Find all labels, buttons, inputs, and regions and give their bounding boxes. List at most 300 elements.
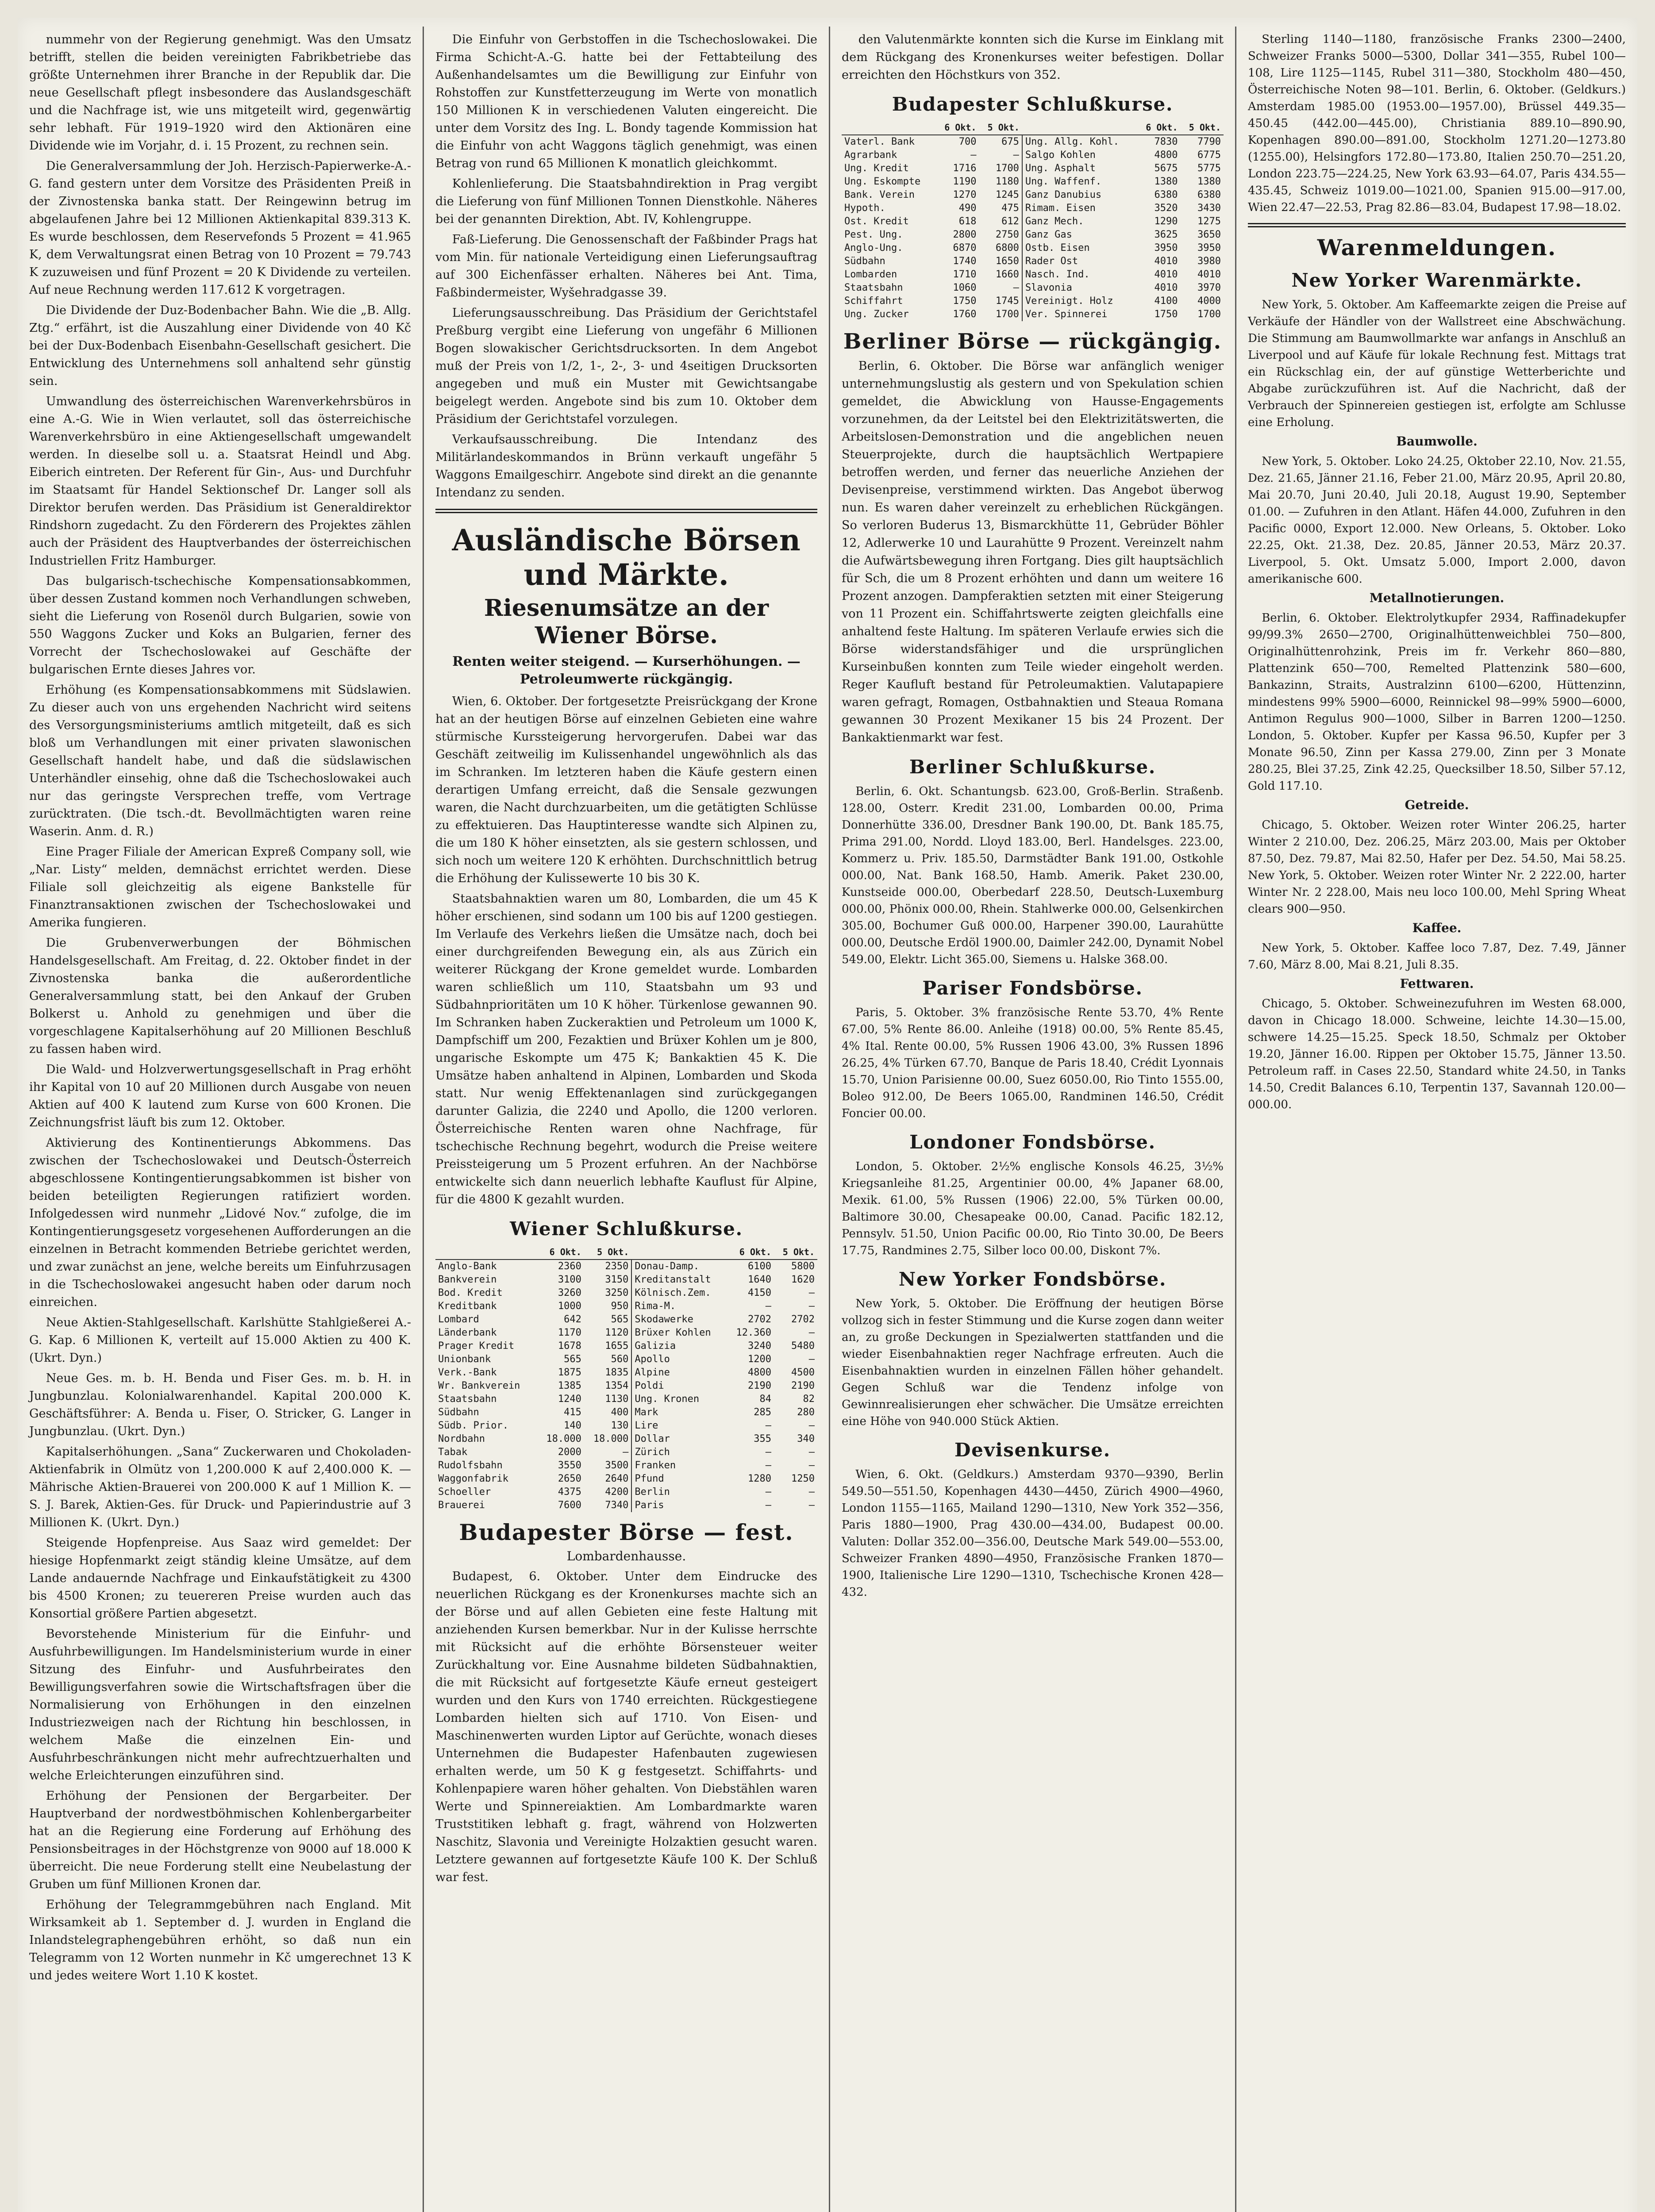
article-paragraph: Staatsbahnaktien waren um 80, Lombarden, die um 45 K höher erschienen, sind sodann um 100 bis auf 1200 gestiegen. Im Verlaufe des Verkehrs ließen die Umsätze nach, doch bei einer durchgreifenden Bewegung ein, als aus Zürich ein weiterer Rückgang der Krone gemeldet wurde. Lombarden waren schließlich um 110, Staatsbahn um 93 und Südbahnprioritäten um 10 K höher. Türkenlose gewannen 90. Im Schranken haben Zuckeraktien und Petroleum um 1000 K, Dampfschiff um 200, Fezaktien und Brüxer Kohlen um je 800, ungarische Eskompte um 475 K; Bankaktien 45 K. Die Umsätze haben anhaltend in Alpinen, Lombarden und Skoda statt. Nur wenig Effektenanlagen sind zurückgegangen darunter Galizia, die 2240 und Apollo, die 1200 verloren. Österreichische Renten waren ohne Nachfrage, für tschechische Rechnung begehrt, wodurch die Preise weitere Preissteigerung um 5 Prozent erfuhren. An der Nachbörse entwickelte sich dann neuerlich lebhafte Kauflust für Alpine, für die 4800 K gezahlt wurden. — [435, 892, 817, 1206]
table-row — [435, 1366, 817, 1379]
subsection-title: Metallnotierungen. — [1369, 591, 1505, 605]
table-cell: 1700 — [995, 309, 1019, 320]
article-paragraph: Erhöhung (es Kompensationsabkommens mit Südslawien. Zu dieser auch von uns ergehenden Nachricht wird seitens des Versorgungsministeriums amtlich mitgeteilt, daß es sich bloß um Verhandlungen mit einer privaten slawonischen Gesellschaft handelt habe, und daß die südslawischen Unterhändler einsehig, ohne daß die Tschechoslowakei auch nur das geringste Versprechen treffe, vom Vertrage zurücktraten. (Die tsch.-dt. Bevollmächtigten waren reine Waserin. Anm. d. R.) — [29, 683, 411, 838]
article-paragraph: Steigende Hopfenpreise. Aus Saaz wird gemeldet: Der hiesige Hopfenmarkt zeigt ständig kleine Umsätze, auf dem Lande andauernde Nachfrage und Einkaufstätigkeit zu 4300 bis 4500 Kronen; zu teuereren Preise wurden auch das Konsortial größere Partien abgesetzt. — [29, 1536, 411, 1621]
table-cell: Schoeller — [438, 1486, 491, 1498]
section-subheadline: Riesenumsätze an der Wiener Börse. — [484, 595, 769, 649]
table-row — [842, 242, 1224, 255]
table-cell: Ung. Eskompte — [844, 176, 921, 187]
table-row — [435, 1326, 817, 1340]
table-cell: 1385 — [558, 1380, 581, 1391]
table-cell: — — [765, 1460, 772, 1471]
table-cell: 2702 — [748, 1314, 772, 1325]
table-row — [842, 188, 1224, 202]
table-cell: 642 — [564, 1314, 581, 1325]
table-cell: 7830 — [1154, 136, 1178, 147]
table-row — [842, 135, 1224, 149]
table-cell: 3970 — [1197, 282, 1221, 293]
table-cell: 3550 — [558, 1460, 581, 1471]
col-header: 5 Okt. — [774, 1245, 817, 1260]
table-cell: 5775 — [1197, 163, 1221, 174]
table-cell: 4150 — [748, 1287, 772, 1298]
table-cell: 1280 — [748, 1473, 772, 1484]
table-cell: 1380 — [1154, 176, 1178, 187]
table-cell: — — [765, 1500, 772, 1511]
table-cell: — — [765, 1420, 772, 1431]
table-cell: 2750 — [995, 229, 1019, 240]
table-cell: Anglo-Bank — [438, 1261, 497, 1272]
table-cell: 4375 — [558, 1486, 581, 1498]
article-paragraph: New York, 5. Oktober. Kaffee loco 7.87, Dez. 7.49, Jänner 7.60, März 8.00, Mai 8.21, Juli 8.35. — [1248, 941, 1626, 972]
section-deck: Renten weiter steigend. — Kurserhöhungen. — Petroleumwerte rückgängig. — [452, 654, 801, 687]
table-cell: 5675 — [1154, 163, 1178, 174]
article-paragraph: Kohlenlieferung. Die Staatsbahndirektion in Prag vergibt die Lieferung von fünf Millionen Tonnen Dienstkohle. Näheres bei der genannten Direktion, Abt. IV, Kohlengruppe. — [435, 177, 817, 226]
article-paragraph: Das bulgarisch-tschechische Kompensationsabkommen, über dessen Zustand kommen noch Verhandlungen schweben, sieht die Lieferung von Rosenöl durch Bulgarien, sowie von 550 Waggons Zucker und Koks an Bulgarien, ferner des Vorrecht der Tschechoslowakei auf Geschäfte der bulgarischen Ernte dieses Jahres vor. — [29, 574, 411, 676]
table-row — [435, 1446, 817, 1459]
table-cell: 1750 — [953, 296, 977, 307]
table-cell: Paris — [631, 1499, 727, 1512]
table-cell: 4000 — [1197, 296, 1221, 307]
article-paragraph: Die Grubenverwerbungen der Böhmischen Handelsgesellschaft. Am Freitag, d. 22. Oktober findet in der Zivnostenska banka die außerordentliche Generalversammlung statt, bei den Ankauf der Gruben Bolkerst u. Anhold zu genehmigen und über die vorgeschlagene Kapitalserhöhung auf 20 Millionen Beschluß zu fassen haben wird. — [29, 936, 411, 1056]
table-cell: 1716 — [953, 163, 977, 174]
table-cell: Staatsbahn — [438, 1394, 497, 1405]
table-cell: 490 — [958, 203, 977, 214]
table-cell: 560 — [611, 1354, 629, 1365]
article-paragraph: New York, 5. Oktober. Die Eröffnung der heutigen Börse vollzog sich in fester Stimmung und die Kurse zogen dann weiter an, zu große Deckungen in Spezialwerten stattfanden und die wieder Eisenbahnaktien reger Nachfrage erfreuten. Auch die Eisenbahnaktien wurden in einzelnen Fällen höher gehandelt. Gegen Schluß war die Tendenz infolge von Gewinnrealisierungen eher schwächer. Die Umsätze erreichten eine Höhe von 940.000 Stück Aktien. — [842, 1297, 1224, 1428]
table-cell: Berlin — [631, 1486, 727, 1499]
article-paragraph: Lieferungsausschreibung. Das Präsidium der Gerichtstafel Preßburg vergibt eine Lieferung von ungefähr 6 Millionen Bogen slowakischer Gerichtsdrucksorten. In dem Angebot muß der Preis von 1/2, 1-, 2-, 3- und 4seitigen Drucksorten angegeben und muß ein Muster mit Gewichtsangabe beigelegt werden. Angebote sind bis zum 10. Oktober dem Präsidium der Gerichtstafel vorzulegen. — [435, 306, 817, 426]
table-cell: Kreditbank — [438, 1301, 497, 1312]
article-paragraph: Die Dividende der Duz-Bodenbacher Bahn. Wie die „B. Allg. Ztg.“ erfährt, ist die Auszahlung einer Dividende von 40 Kč bei der Dux-Bodenbach Eisenbahn-Gesellschaft gesichert. Die Entwicklung des Unternehmens soll anhaltend sehr günstig sein. — [29, 303, 411, 388]
table-cell: Ganz Danubius — [1022, 188, 1137, 202]
table-row — [435, 1472, 817, 1486]
table-cell: Nasch. Ind. — [1022, 268, 1137, 281]
table-row — [435, 1432, 817, 1446]
table-cell: 2360 — [558, 1261, 581, 1272]
table-cell: Poldi — [631, 1379, 727, 1393]
table-cell: 3150 — [605, 1274, 629, 1285]
table-cell: 1380 — [1197, 176, 1221, 187]
table-cell: 7340 — [605, 1500, 629, 1511]
table-cell: Bankverein — [438, 1274, 497, 1285]
table-cell: Rimam. Eisen — [1022, 202, 1137, 215]
table-cell: Bod. Kredit — [438, 1287, 503, 1298]
table-cell: Schiffahrt — [844, 296, 903, 307]
table-cell: — — [808, 1327, 815, 1338]
table-cell: 3100 — [558, 1274, 581, 1285]
table-cell: 18.000 — [593, 1433, 629, 1444]
table-cell: 2640 — [605, 1473, 629, 1484]
table-cell: — — [808, 1486, 815, 1498]
table-cell: Südbahn — [844, 256, 885, 267]
section-title: Warenmeldungen. — [1317, 234, 1557, 261]
table-cell: Alpine — [631, 1366, 727, 1379]
table-row — [435, 1406, 817, 1419]
table-cell: 2702 — [791, 1314, 815, 1325]
table-cell: 1700 — [1197, 309, 1221, 320]
table-cell: Ost. Kredit — [844, 216, 909, 227]
table-cell: Lire — [631, 1419, 727, 1432]
table-row — [842, 268, 1224, 281]
table-cell: Anglo-Ung. — [844, 242, 903, 253]
col-header — [1022, 120, 1137, 135]
table-row — [842, 308, 1224, 321]
table-cell: 3650 — [1197, 229, 1221, 240]
article-paragraph: nummehr von der Regierung genehmigt. Was den Umsatz betrifft, stellen die beiden vereinigten Fabrikbetriebe das größte Unternehmen ihrer Branche in der Republik dar. Die neue Gesellschaft pflegt insbesondere das Auslandsgeschäft und die Nachfrage ist, wie uns mitgeteilt wird, gegenwärtig sehr lebhaft. Für 1919–1920 wird den Aktionären eine Dividende wie im Vorjahr, d. i. 15 Prozent, zu rechnen sein. — [29, 33, 411, 153]
table-cell: Prager Kredit — [438, 1340, 515, 1352]
table-cell: Staatsbahn — [844, 282, 903, 293]
article-paragraph: Chicago, 5. Oktober. Schweinezufuhren im Westen 68.000, davon in Chicago 18.000. Schweine, leichte 14.30—15.00, schwere 14.25—15.25. Speck 18.50, Schmalz per Oktober 19.20, Jänner 16.00. Rippen per Oktober 15.75, Jänner 13.50. Petroleum raff. in Cases 22.50, Standard white 24.50, in Tanks 14.50, Credit Balances 6.10, Terpentin 137, Savannah 120.00—000.00. — [1248, 997, 1626, 1111]
article-paragraph: Wien, 6. Oktober. Der fortgesetzte Preisrückgang der Krone hat an der heutigen Börse auf einzelnen Gebieten eine wahre stürmische Kurssteigerung hervorgerufen. Dabei war das Geschäft zeitweilig im Kulissenhandel ungewöhnlich als das im Schranken. Im letzteren haben die Käufe gestern einen derartigen Umfang erreicht, daß die Sensale gezwungen waren, die Nacht durchzuarbeiten, um die getätigten Schlüsse zu effektuieren. Das Hauptinteresse wandte sich Alpinen zu, die um 180 K höher einsetzten, als sie gestern schlossen, und sich noch um weitere 120 K erhöhten. Durchschnittlich betrug die Erhöhung der Kulissewerte 10 bis 30 K. — [435, 695, 817, 885]
table-cell: 1620 — [791, 1274, 815, 1285]
quotes-table — [842, 120, 1224, 321]
subsection-title: Baumwolle. — [1396, 434, 1478, 449]
table-cell: — — [1013, 282, 1019, 293]
col-header — [631, 1245, 727, 1260]
table-cell: 340 — [797, 1433, 815, 1444]
subsection-title: Getreide. — [1405, 798, 1469, 812]
table-cell: 1180 — [995, 176, 1019, 187]
table-cell: 140 — [564, 1420, 581, 1431]
section-title: Budapester Börse — fest. — [459, 1519, 794, 1545]
table-cell: 4800 — [1154, 150, 1178, 161]
table-cell: 1740 — [953, 256, 977, 267]
table-cell: 4010 — [1197, 269, 1221, 280]
table-cell: 5800 — [791, 1261, 815, 1272]
table-cell: Lombard — [438, 1314, 479, 1325]
section-title: Berliner Börse — rückgängig. — [843, 329, 1222, 354]
section-title: Pariser Fondsbörse. — [922, 977, 1143, 999]
table-row — [842, 175, 1224, 188]
table-cell: Verk.-Bank — [438, 1367, 497, 1378]
table-cell: 565 — [611, 1314, 629, 1325]
table-cell: 1060 — [953, 282, 977, 293]
article-paragraph: Erhöhung der Telegrammgebühren nach England. Mit Wirksamkeit ab 1. September d. J. wurden in England die Inlandstelegraphengebühren erhöht, so daß nun ein Telegramm von 12 Worten nunmehr in Kč umgerechnet 13 K und jedes weitere Wort 1.10 K kostet. — [29, 1898, 411, 1982]
table-cell: Ganz Gas — [1022, 228, 1137, 242]
table-cell: 415 — [564, 1407, 581, 1418]
table-cell: — — [623, 1447, 629, 1458]
table-cell: Pest. Ung. — [844, 229, 903, 240]
article-paragraph: Budapest, 6. Oktober. Unter dem Eindrucke des neuerlichen Rückgang es der Kronenkurses machte sich an der Börse und auf allen Gebieten eine feste Haltung mit anziehenden Kursen bemerkbar. Nur in der Kulisse herrschte mit Rücksicht auf die erhöhte Börsensteuer weiter Zurückhaltung vor. Eine Ausnahme bildeten Südbahnaktien, die mit Rücksicht auf fortgesetzte Käufe erneut gesteigert wurden und den Kurs von 1740 erreichten. Rückgestiegene Lombarden hielten sich auf 1710. Von Eisen- und Maschinenwerten wurden Liptor auf Gerüchte, wonach dieses Unternehmen die Budapester Hafenbauten zugewiesen erhalten werde, um 50 K g festgesetzt. Schiffahrts- und Kohlenpapiere waren höher gehalten. Von Diebstählen waren Werte und Spinnereiaktien. Am Lombardmarkte waren Truststitiken lebhaft g. fragt, während von Holzwerten Naschitz, Slavonia und Vereinigte Holzaktien gesucht waren. Letztere gewannen auf fortgesetzte Käufe 100 K. Der Schluß war fest. — [435, 1570, 817, 1884]
table-cell: 4500 — [791, 1367, 815, 1378]
section-headline: Ausländische Börsen und Märkte. — [452, 523, 801, 592]
subsection-title: Kaffee. — [1412, 921, 1462, 935]
table-cell: 1835 — [605, 1367, 629, 1378]
table-cell: 1354 — [605, 1380, 629, 1391]
table-row — [842, 149, 1224, 162]
table-cell: 1200 — [748, 1354, 772, 1365]
table-cell: Ver. Spinnerei — [1022, 308, 1137, 321]
table-cell: 1875 — [558, 1367, 581, 1378]
table-cell: 1655 — [605, 1340, 629, 1352]
table-row — [435, 1379, 817, 1393]
table-cell: Galizia — [631, 1340, 727, 1353]
table-cell: 618 — [958, 216, 977, 227]
table-cell: 1245 — [995, 189, 1019, 200]
section-title: Londoner Fondsbörse. — [909, 1131, 1156, 1153]
table-row — [842, 281, 1224, 295]
column-3 — [830, 18, 1235, 2212]
table-cell: 1660 — [995, 269, 1019, 280]
table-cell: — — [808, 1287, 815, 1298]
table-cell: Tabak — [438, 1447, 468, 1458]
table-cell: 1250 — [791, 1473, 815, 1484]
table-cell: 1170 — [558, 1327, 581, 1338]
table-cell: 280 — [797, 1407, 815, 1418]
table-cell: 700 — [958, 136, 977, 147]
table-cell: 2000 — [558, 1447, 581, 1458]
column-1 — [18, 18, 423, 2212]
article-paragraph: Bevorstehende Ministerium für die Einfuhr- und Ausfuhrbewilligungen. Im Handelsministerium wurde in einer Sitzung des Einfuhr- und Ausfuhrbeirates den Bewilligungsverfahren sowie die Wirtschaftsfragen über die Normalisierung von Erhöhungen in den einzelnen Industriezweigen nach der Richtung hin beschlossen, in welchem Maße die einzelnen Ein- und Ausfuhrbeschränkungen nicht mehr aufrechtzuerhalten und welche Erleichterungen einzuführen sind. — [29, 1627, 411, 1782]
table-row — [435, 1260, 817, 1273]
table-cell: — — [765, 1447, 772, 1458]
newspaper-page — [18, 18, 1637, 2212]
article-paragraph: London, 5. Oktober. 2½% englische Konsols 46.25, 3½% Kriegsanleihe 81.25, Argentinier 00.00, 4% Japaner 68.00, Mexik. 61.00, 5% Russen (1906) 22.00, 5% Türken 00.00, Baltimore 30.00, Chesapeake 00.00, Canad. Pacific 182.12, Pennsylv. 51.50, Union Pacific 00.00, Rio Tinto 30.00, De Beers 17.75, Randmines 2.75, Silber loco 00.00, Diskont 7%. — [842, 1160, 1224, 1257]
table-cell: 1745 — [995, 296, 1019, 307]
col-header: 6 Okt. — [1137, 120, 1180, 135]
table-cell: — — [808, 1354, 815, 1365]
table-cell: Nordbahn — [438, 1433, 485, 1444]
table-title: Wiener Schlußkurse. — [510, 1218, 743, 1240]
table-cell: 950 — [611, 1301, 629, 1312]
table-cell: 1760 — [953, 309, 977, 320]
table-cell: — — [1013, 150, 1019, 161]
table-cell: — — [808, 1500, 815, 1511]
table-cell: 3240 — [748, 1340, 772, 1352]
table-cell: 3980 — [1197, 256, 1221, 267]
article-paragraph: Neue Ges. m. b. H. Benda und Fiser Ges. m. b. H. in Jungbunzlau. Kolonialwarenhandel. Kapital 200.000 K. Geschäftsführer: A. Benda u. Fiser, O. Stricker, G. Langer in Jungbunzlau. (Ukrt. Dyn.) — [29, 1371, 411, 1438]
table-row — [842, 162, 1224, 175]
article-paragraph: New York, 5. Oktober. Am Kaffeemarkte zeigen die Preise auf Verkäufe der Händler von der Wallstreet eine Abschwächung. Die Stimmung am Baumwollmarkte war anfangs in Anschluß an Liverpool und auf Käufe für lokale Rechnung fest. Mittags trat ein Rückschlag ein, der auf günstige Wetterberichte und Abgabe zurückzuführen ist. Auf die Nachricht, daß der Verbrauch der Spinnereien gestiegen ist, erfolgte am Schlusse eine Erholung. — [1248, 298, 1626, 429]
table-cell: 6100 — [748, 1261, 772, 1272]
table-cell: 2650 — [558, 1473, 581, 1484]
table-cell: 4010 — [1154, 256, 1178, 267]
table-cell: Ung. Waffenf. — [1022, 175, 1137, 188]
table-cell: Slavonia — [1022, 281, 1137, 295]
article-paragraph: Die Generalversammlung der Joh. Herzisch-Papierwerke-A.-G. fand gestern unter dem Vorsitze des Präsidenten Preiß in der Zivnostenska banka statt. Der Reingewinn betrug im abgelaufenen Jahre bei 12 Millionen Aktienkapital 839.313 K. Es wurde beschlossen, dem Reservefonds 5 Prozent = 41.965 K, dem Verwaltungsrat einen Betrag von 10 Prozent = 79.743 K zuzuweisen und fünf Prozent = 20 K Dividende zu verteilen. Auf neue Rechnung werden 117.612 K vorgetragen. — [29, 159, 411, 297]
table-cell: — — [808, 1447, 815, 1458]
table-row — [435, 1486, 817, 1499]
table-cell: 1130 — [605, 1394, 629, 1405]
article-paragraph: Neue Aktien-Stahlgesellschaft. Karlshütte Stahlgießerei A.-G. Kap. 6 Millionen K, verteilt auf 15.000 Aktien zu 400 K. (Ukrt. Dyn.) — [29, 1316, 411, 1365]
table-cell: Apollo — [631, 1353, 727, 1366]
table-cell: 3950 — [1154, 242, 1178, 253]
article-paragraph: Berlin, 6. Oktober. Die Börse war anfänglich weniger unternehmungslustig als gestern und von Spekulation schien gemeldet, die Abwicklung von Hausse-Engagements vorzunehmen, da der Leitstel bei den Elektrizitätswerten, die Arbeitslosen-Demonstration und die angeblichen neuen Steuerprojekte, durch die hauptsächlich Wertpapiere betroffen werden, und ferner das neuerliche Anziehen der Devisenpreise, verstimmend wirkten. Das Angebot überwog nun. Es waren daher vereinzelt zu erheblichen Rückgängen. So verloren Buderus 13, Bismarckhütte 11, Gebrüder Böhler 12, Adlerwerke 10 und Laurahütte 9 Prozent. Vereinzelt nahm die Aufwärtsbewegung ihren Fortgang. Dies gilt hauptsächlich für Sch, die um 8 Prozent erhöhten und dann um weitere 16 Prozent anzogen. Dampferaktien setzten mit einer Steigerung von 11 Prozent ein. Schiffahrtswerte zeigten gleichfalls eine anhaltend feste Haltung. Im späteren Verlaufe erwies sich die Börse widerstandsfähiger und die ursprünglichen Kurseinbußen konnten zum Teile wieder eingeholt werden. Reger Kaufluft bestand für Petroleumaktien. Valutapapiere waren gefragt, Romagen, Ostbahnaktien und Steaua Romana gewannen 30 Prozent Mexikaner 15 bis 24 Prozent. Der Bankaktienmarkt war fest. — [842, 359, 1224, 745]
column-2 — [424, 18, 829, 2212]
table-cell: 1275 — [1197, 216, 1221, 227]
table-cell: 1678 — [558, 1340, 581, 1352]
article-paragraph: Sterling 1140—1180, französische Franks 2300—2400, Schweizer Franks 5000—5300, Dollar 341—355, Rubel 100—108, Lire 1125—1145, Rubel 311—380, Stockholm 480—450, Österreichische Noten 98—101. Berlin, 6. Oktober. (Geldkurs.) Amsterdam 1985.00 (1953.00—1957.00), Brüssel 449.35—450.45 (442.00—445.00), Christiania 889.10—890.90, Kopenhagen 890.00—891.00, Stockholm 1271.20—1273.80 (1255.00), Helsingfors 172.80—173.80, Italien 250.70—251.20, London 223.75—224.25, New York 63.93—64.07, Paris 434.55—435.45, Schweiz 1019.00—1021.00, Spanien 915.00—917.00, Wien 22.47—22.53, Prag 82.86—83.04, Budapest 17.98—18.02. — [1248, 33, 1626, 214]
table-cell: Südb. Prior. — [438, 1420, 508, 1431]
section-title: Devisenkurse. — [954, 1439, 1111, 1461]
article-paragraph: Die Einfuhr von Gerbstoffen in die Tschechoslowakei. Die Firma Schicht-A.-G. hatte bei der Fettabteilung des Außenhandelsamtes um die Bewilligung zur Einfuhr von Rohstoffen zur Kunstfetterzeugung im Werte von monatlich 150 Millionen K in verschiedenen Valuten eingereicht. Die unter dem Vorsitz des Ing. L. Bondy tagende Kommission hat die Einfuhr von acht Waggons täglich genehmigt, was einen Betrag von rund 65 Millionen K monatlich gleichkommt. — [435, 33, 817, 170]
table-cell: 355 — [754, 1433, 772, 1444]
table-cell: 6380 — [1154, 189, 1178, 200]
table-cell: Länderbank — [438, 1327, 497, 1338]
table-cell: Salgo Kohlen — [1022, 149, 1137, 162]
col-header: 5 Okt. — [1181, 120, 1224, 135]
table-cell: 7600 — [558, 1500, 581, 1511]
table-cell: Skodawerke — [631, 1313, 727, 1326]
table-cell: Ung. Kredit — [844, 163, 909, 174]
article-paragraph: Erhöhung der Pensionen der Bergarbeiter. Der Hauptverband der nordwestböhmischen Kohlenbergarbeiter hat an die Regierung eine Forderung auf Erhöhung des Pensionsbeitrages in der Höchstgrenze von 9000 auf 18.000 K überreicht. Die neue Forderung stellt eine Neubelastung der Gruben um fünf Millionen Kronen dar. — [29, 1789, 411, 1891]
table-cell: 6380 — [1197, 189, 1221, 200]
col-header: 5 Okt. — [979, 120, 1022, 135]
table-cell: 1650 — [995, 256, 1019, 267]
table-cell: 1700 — [995, 163, 1019, 174]
table-cell: 3520 — [1154, 203, 1178, 214]
table-cell: Brüxer Kohlen — [631, 1326, 727, 1340]
article-paragraph: Verkaufsausschreibung. Die Intendanz des Militärlandeskommandos in Brünn verkauft ungefähr 5 Waggons Emailgeschirr. Angebote sind direkt an die genannte Intendanz zu senden. — [435, 433, 817, 499]
table-cell: Dollar — [631, 1432, 727, 1446]
article-paragraph: Berlin, 6. Oktober. Elektrolytkupfer 2934, Raffinadekupfer 99/99.3% 2650—2700, Originalhüttenweichblei 750—800, Originalhüttenrohzink, Preis im fr. Verkehr 860—880, Plattenzink 650—700, Remelted Plattenzink 580—600, Bankazinn, Straits, Australzinn 6100—6200, Hüttenzinn, mindestens 99% 5900—6000, Reinnickel 98—99% 5900—6000, Antimon Regulus 900—1000, Silber in Barren 1200—1250. London, 5. Oktober. Kupfer per Kassa 96.50, Kupfer per 3 Monate 96.50, Zinn per Kassa 279.00, Zinn per 3 Monate 280.25, Blei 37.25, Zink 42.25, Quecksilber 18.50, Silber 57.12, Gold 117.10. — [1248, 611, 1626, 793]
table-cell: 1190 — [953, 176, 977, 187]
table-cell: 7790 — [1197, 136, 1221, 147]
table-row — [435, 1419, 817, 1432]
table-cell: 18.000 — [546, 1433, 581, 1444]
table-cell: Vaterl. Bank — [844, 136, 915, 147]
table-cell: 82 — [803, 1394, 815, 1405]
table-row — [842, 228, 1224, 242]
table-cell: 2800 — [953, 229, 977, 240]
table-cell: Südbahn — [438, 1407, 479, 1418]
table-cell: Agrarbank — [844, 150, 897, 161]
table-cell: Unionbank — [438, 1354, 491, 1365]
table-cell: 12.360 — [736, 1327, 772, 1338]
table-cell: Waggonfabrik — [438, 1473, 508, 1484]
article-paragraph: Umwandlung des österreichischen Warenverkehrsbüros in eine A.-G. Wie in Wien verlautet, soll das österreichische Warenverkehrsbüro in eine Aktiengesellschaft umgewandelt werden. In dieselbe soll u. a. Staatsrat Heindl und Abg. Eiberich eintreten. Der Referent für Gin-, Aus- und Durchfuhr im Staatsamt für Handel Sektionschef Dr. Langer soll als Direktor berufen werden. Das Präsidium ist Generaldirektor Rindshorn zugedacht. Zu den Förderern des Projektes zählen auch der Präsident des Hauptverbandes der österreichischen Industriellen Fritz Hamburger. — [29, 395, 411, 568]
table-title: Budapester Schlußkurse. — [892, 93, 1174, 115]
table-cell: Mark — [631, 1406, 727, 1419]
table-cell: 2350 — [605, 1261, 629, 1272]
table-cell: 1000 — [558, 1301, 581, 1312]
table-row — [435, 1459, 817, 1472]
table-cell: 3430 — [1197, 203, 1221, 214]
article-paragraph: Berlin, 6. Okt. Schantungsb. 623.00, Groß-Berlin. Straßenb. 128.00, Osterr. Kredit 231.00, Lombarden 00.00, Prima Donnerhütte 336.00, Dresdner Bank 190.00, Dt. Bank 185.75, Prima 291.00, Nordd. Lloyd 183.00, Berl. Handelsges. 223.00, Kommerz u. Priv. 185.50, Darmstädter Bank 191.00, Ostkohle 000.00, Nat. Bank 168.50, Hamb. Amerik. Paket 230.00, Kunstseide 000.00, Oberbedarf 228.50, Deutsch-Luxemburg 000.00, Phönix 000.00, Rhein. Stahlwerke 000.00, Gelsenkirchen 305.00, Bochumer Guß 000.00, Harpener 390.00, Laurahütte 000.00, Deutsche Erdöl 1900.00, Daimler 242.00, Dynamit Nobel 549.00, Elektr. Licht 365.00, Siemens u. Halske 368.00. — [842, 785, 1224, 966]
table-cell: Bank. Verein — [844, 189, 915, 200]
table-cell: Rima-M. — [631, 1300, 727, 1313]
table-cell: 1640 — [748, 1274, 772, 1285]
table-cell: 400 — [611, 1407, 629, 1418]
table-cell: 1270 — [953, 189, 977, 200]
table-cell: 1750 — [1154, 309, 1178, 320]
table-cell: Ung. Asphalt — [1022, 162, 1137, 175]
section-title: New Yorker Warenmärkte. — [1291, 269, 1582, 291]
table-cell: 4800 — [748, 1367, 772, 1378]
table-row — [435, 1353, 817, 1366]
table-cell: Vereinigt. Holz — [1022, 295, 1137, 308]
article-paragraph: Die Wald- und Holzverwertungsgesellschaft in Prag erhöht ihr Kapital von 10 auf 20 Millionen durch Ausgabe von neuen Aktien auf 400 K lautend zum Kurse von 600 Kronen. Die Zeichnungsfrist läuft bis zum 12. Oktober. — [29, 1063, 411, 1129]
subsection-title: Fettwaren. — [1400, 976, 1474, 991]
table-row — [435, 1300, 817, 1313]
col-header: 6 Okt. — [936, 120, 979, 135]
col-header: 6 Okt. — [727, 1245, 774, 1260]
article-paragraph: Faß-Lieferung. Die Genossenschaft der Faßbinder Prags hat vom Min. für nationale Verteidigung einen Lieferungsauftrag auf 300 Eichenfässer erhalten. Näheres bei Ant. Tima, Faßbindermeister, Wyšehradgasse 39. — [435, 233, 817, 300]
table-cell: 4200 — [605, 1486, 629, 1498]
table-cell: 5480 — [791, 1340, 815, 1352]
quotes-table — [435, 1245, 817, 1512]
col-header: 6 Okt. — [537, 1245, 584, 1260]
table-row — [435, 1273, 817, 1286]
table-cell: 1290 — [1154, 216, 1178, 227]
table-cell: 475 — [1001, 203, 1019, 214]
table-row — [435, 1286, 817, 1300]
table-cell: — — [765, 1301, 772, 1312]
table-cell: Kreditanstalt — [631, 1273, 727, 1286]
table-cell: Ung. Kronen — [631, 1393, 727, 1406]
table-cell: Rudolfsbahn — [438, 1460, 503, 1471]
article-paragraph: Eine Prager Filiale der American Expreß Company soll, wie „Nar. Listy“ melden, demnächst errichtet werden. Diese Filiale soll gleichzeitig als eigene Bankstelle für Finanztransaktionen zwischen der Tschechoslowakei und Amerika fungieren. — [29, 845, 411, 929]
table-cell: — — [808, 1301, 815, 1312]
article-paragraph: New York, 5. Oktober. Loko 24.25, Oktober 22.10, Nov. 21.55, Dez. 21.65, Jänner 21.16, Feber 21.00, März 20.95, April 20.80, Mai 20.70, Juni 20.40, Juli 20.18, August 19.90, September 01.00. — Zufuhren in den Atlant. Häfen 44.000, Zufuhren in den Pacific 0000, Export 12.000. New Orleans, 5. Oktober. Loko 22.25, Okt. 21.38, Dez. 20.85, Jänner 20.53, März 20.37. Liverpool, 5. Okt. Umsatz 5.000, Import 2.000, davon amerikanische 600. — [1248, 455, 1626, 586]
col-header — [435, 1245, 537, 1260]
table-row — [435, 1393, 817, 1406]
table-cell: 2190 — [748, 1380, 772, 1391]
table-row — [842, 255, 1224, 268]
table-cell: 6800 — [995, 242, 1019, 253]
table-cell: Ung. Zucker — [844, 309, 909, 320]
table-cell: 4010 — [1154, 282, 1178, 293]
table-cell: 1120 — [605, 1327, 629, 1338]
table-cell: Lombarden — [844, 269, 897, 280]
article-paragraph: Aktivierung des Kontinentierungs Abkommens. Das zwischen der Tschechoslowakei und Deutsch-Österreich abgeschlossene Kontingentierungsabkommen ist bisher von beiden beteiligten Regierungen ratifiziert worden. Infolgedessen wird nunmehr „Lidové Nov.“ zufolge, die im Kontingentierungsgesetz vorgesehenen Aufforderungen an die einzelnen in Betracht kommenden Betriebe gerichtet werden, und zwar zunächst an jene, welche bereits um Einfuhrzusagen in die Tschechoslowakei angesucht haben oder darum noch einreichen. — [29, 1136, 411, 1309]
table-cell: Kölnisch.Zem. — [631, 1286, 727, 1300]
table-cell: 6870 — [953, 242, 977, 253]
table-cell: 6775 — [1197, 150, 1221, 161]
table-row — [435, 1313, 817, 1326]
table-cell: 3625 — [1154, 229, 1178, 240]
section-title: Berliner Schlußkurse. — [909, 756, 1156, 778]
table-cell: — — [765, 1486, 772, 1498]
table-cell: Hypoth. — [844, 203, 885, 214]
article-paragraph: Chicago, 5. Oktober. Weizen roter Winter 206.25, harter Winter 2 210.00, Dez. 206.25, März 203.00, Mais per Oktober 87.50, Dez. 79.87, Mai 82.50, Hafer per Dez. 54.50, Mai 58.25. New York, 5. Oktober. Weizen roter Winter Nr. 2 222.00, harter Winter Nr. 2 228.00, Mais neu loco 100.00, Mehl Spring Wheat clears 900—950. — [1248, 818, 1626, 916]
col-header: 5 Okt. — [584, 1245, 632, 1260]
table-cell: 4100 — [1154, 296, 1178, 307]
table-cell: 285 — [754, 1407, 772, 1418]
section-subtitle: Lombardenhausse. — [566, 1549, 686, 1563]
table-cell: — — [970, 150, 977, 161]
table-cell: Donau-Damp. — [631, 1260, 727, 1273]
table-cell: Ostb. Eisen — [1022, 242, 1137, 255]
table-row — [435, 1340, 817, 1353]
article-paragraph: Paris, 5. Oktober. 3% französische Rente 53.70, 4% Rente 67.00, 5% Rente 86.00. Anleihe (1918) 00.00, 5% Rente 85.45, 4% Ital. Rente 00.00, 5% Russen 1906 43.00, 3% Russen 1896 26.25, 4% Türken 67.70, Banque de Paris 18.40, Crédit Lyonnais 15.70, Union Parisienne 00.00, Suez 6050.00, Rio Tinto 1555.00, Boleo 912.00, De Beers 1065.00, Randminen 146.50, Crédit Foncier 00.00. — [842, 1006, 1224, 1120]
table-cell: — — [808, 1460, 815, 1471]
table-cell: Brauerei — [438, 1500, 485, 1511]
table-row — [842, 295, 1224, 308]
table-cell: Franken — [631, 1459, 727, 1472]
table-cell: 130 — [611, 1420, 629, 1431]
table-cell: 3260 — [558, 1287, 581, 1298]
article-paragraph: Wien, 6. Okt. (Geldkurs.) Amsterdam 9370—9390, Berlin 549.50—551.50, Kopenhagen 4430—4450, Zürich 4900—4960, London 1155—1165, Mailand 1290—1310, New York 352—356, Paris 1880—1900, Prag 430.00—434.00, Budapest 00.00. Valuten: Dollar 352.00—356.00, Deutsche Mark 549.00—553.00, Schweizer Franken 4890—4950, Französische Franken 1870—1900, Italienische Lire 1290—1310, Tschechische Kronen 428—432. — [842, 1468, 1224, 1599]
column-4 — [1236, 18, 1637, 2212]
col-header — [842, 120, 936, 135]
table-cell: — — [808, 1420, 815, 1431]
table-cell: Rader Ost — [1022, 255, 1137, 268]
table-cell: 3250 — [605, 1287, 629, 1298]
table-cell: Ung. Allg. Kohl. — [1022, 135, 1137, 149]
table-cell: 4010 — [1154, 269, 1178, 280]
table-cell: 84 — [759, 1394, 772, 1405]
section-title: New Yorker Fondsbörse. — [898, 1268, 1167, 1290]
article-paragraph: Kapitalserhöhungen. „Sana“ Zuckerwaren und Chokoladen-Aktienfabrik in Olmütz von 1,200.000 K auf 2,400.000 K. — Mährische Aktien-Brauerei von 200.000 K auf 1 Million K. — S. J. Barek, Aktien-Ges. für Druck- und Papierindustrie auf 3 Millionen K. (Ukrt. Dyn.) — [29, 1445, 411, 1529]
table-cell: 612 — [1001, 216, 1019, 227]
table-cell: 675 — [1001, 136, 1019, 147]
table-row — [435, 1499, 817, 1512]
table-row — [842, 202, 1224, 215]
table-cell: 3500 — [605, 1460, 629, 1471]
table-cell: 1240 — [558, 1394, 581, 1405]
section-divider — [435, 509, 817, 513]
